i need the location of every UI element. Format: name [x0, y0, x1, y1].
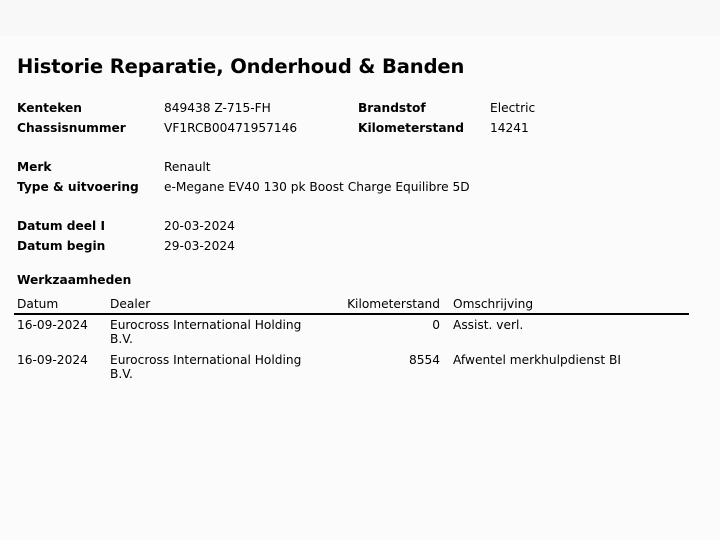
cell-datum: 16-09-2024	[17, 318, 88, 332]
value-datum-begin: 29-03-2024	[164, 239, 235, 253]
label-datum-begin: Datum begin	[17, 239, 106, 253]
column-header-omschrijving: Omschrijving	[453, 297, 534, 311]
page-title: Historie Reparatie, Onderhoud & Banden	[17, 55, 465, 78]
cell-omschrijving: Afwentel merkhulpdienst BI	[453, 353, 622, 367]
column-header-datum: Datum	[17, 297, 59, 311]
section-werkzaamheden: Werkzaamheden	[17, 273, 132, 287]
column-header-kilometerstand: Kilometerstand	[347, 297, 440, 311]
label-kilometerstand: Kilometerstand	[358, 121, 464, 135]
label-chassisnummer: Chassisnummer	[17, 121, 126, 135]
cell-dealer-line2: B.V.	[110, 332, 133, 346]
top-band	[0, 0, 720, 36]
value-merk: Renault	[164, 160, 211, 174]
value-kilometerstand: 14241	[490, 121, 529, 135]
value-brandstof: Electric	[490, 101, 536, 115]
label-merk: Merk	[17, 160, 52, 174]
value-kenteken: 849438 Z-715-FH	[164, 101, 271, 115]
cell-kilometerstand: 0	[432, 318, 440, 332]
cell-kilometerstand: 8554	[408, 353, 440, 367]
label-brandstof: Brandstof	[358, 101, 426, 115]
table-header-rule	[14, 313, 689, 315]
cell-datum: 16-09-2024	[17, 353, 88, 367]
value-datum-deel-1: 20-03-2024	[164, 219, 235, 233]
column-header-dealer: Dealer	[110, 297, 151, 311]
cell-dealer: Eurocross International Holding	[110, 318, 302, 332]
cell-dealer: Eurocross International Holding	[110, 353, 302, 367]
value-chassisnummer: VF1RCB00471957146	[164, 121, 298, 135]
label-kenteken: Kenteken	[17, 101, 82, 115]
label-type-uitvoering: Type & uitvoering	[17, 180, 139, 194]
label-datum-deel-1: Datum deel I	[17, 219, 105, 233]
value-type-uitvoering: e-Megane EV40 130 pk Boost Charge Equilibre 5D	[164, 180, 470, 194]
cell-dealer-line2: B.V.	[110, 367, 133, 381]
cell-omschrijving: Assist. verl.	[453, 318, 524, 332]
